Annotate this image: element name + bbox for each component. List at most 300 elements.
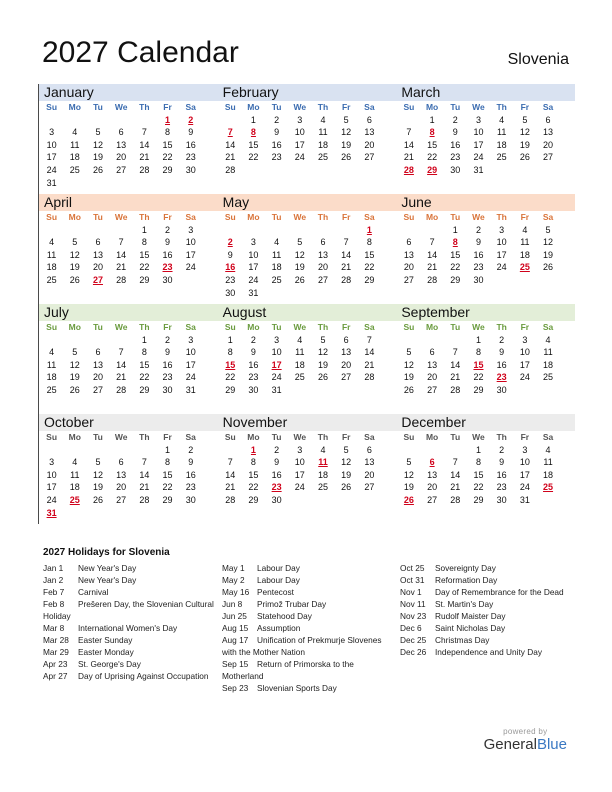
day: 13	[116, 139, 127, 150]
day: 4	[320, 444, 326, 455]
day: 28	[364, 372, 375, 383]
holiday-date: Aug 17	[222, 635, 249, 645]
day: 12	[403, 359, 414, 370]
day: 16	[496, 469, 507, 480]
weekday-label: Sa	[185, 322, 196, 332]
holiday-name: St. Martin's Day	[435, 599, 494, 609]
day: 7	[118, 347, 124, 358]
day: 22	[139, 372, 150, 383]
day: 3	[274, 334, 280, 345]
day: 1	[141, 334, 147, 345]
day: 4	[545, 444, 551, 455]
day: 20	[403, 262, 414, 273]
holiday-date: Mar 28	[43, 635, 69, 645]
day: 3	[188, 334, 194, 345]
weekday-label: Su	[403, 432, 415, 442]
day: 13	[364, 457, 375, 468]
holiday-name: Day of Remembrance for the Dead	[435, 587, 564, 597]
weekday-label: Th	[317, 102, 329, 112]
empty-day	[40, 224, 63, 237]
day: 21	[341, 262, 352, 273]
day: 26	[317, 372, 328, 383]
holiday-item	[43, 634, 218, 646]
day: 5	[95, 127, 101, 138]
month-days	[39, 101, 218, 189]
weekday-label: Tu	[271, 102, 282, 112]
empty-day	[86, 444, 109, 457]
day: 27	[403, 274, 414, 285]
weekday-label: Tu	[450, 212, 461, 222]
month-days	[396, 101, 575, 177]
holiday-item	[222, 610, 397, 622]
month-may	[218, 194, 397, 304]
month-name: September	[396, 304, 575, 321]
day: 3	[250, 237, 256, 248]
holiday-day: 11	[318, 457, 328, 468]
day: 20	[116, 152, 127, 163]
day: 2	[274, 114, 280, 125]
holiday-item	[43, 670, 218, 682]
empty-day	[265, 224, 288, 237]
day: 12	[69, 359, 80, 370]
weekday-label: Sa	[185, 432, 196, 442]
day: 8	[141, 347, 147, 358]
month-days	[218, 321, 397, 397]
day: 30	[271, 494, 282, 505]
weekday-label: Tu	[93, 432, 103, 442]
day: 4	[545, 334, 551, 345]
day: 1	[250, 114, 256, 125]
month-name: October	[39, 414, 218, 431]
empty-day	[86, 114, 109, 127]
day: 15	[473, 469, 484, 480]
weekday-label: Mo	[425, 322, 439, 332]
day: 13	[92, 359, 103, 370]
holiday-date: Jun 25	[222, 611, 247, 621]
day: 26	[519, 152, 530, 163]
day: 21	[364, 359, 375, 370]
day: 22	[364, 262, 375, 273]
day: 6	[320, 237, 326, 248]
weekday-label: Th	[139, 102, 150, 112]
day: 15	[450, 249, 461, 260]
day: 28	[427, 274, 438, 285]
day: 17	[496, 249, 507, 260]
holiday-column-2	[222, 562, 397, 694]
day: 23	[185, 482, 196, 493]
day: 26	[69, 384, 80, 395]
day: 10	[519, 457, 530, 468]
holiday-day: 29	[427, 164, 438, 175]
weekday-label: Fr	[163, 102, 172, 112]
holiday-name: Easter Monday	[78, 647, 134, 657]
day: 1	[475, 444, 481, 455]
day: 5	[406, 457, 412, 468]
empty-day	[397, 114, 420, 127]
day: 30	[450, 164, 461, 175]
brand-logo	[484, 727, 567, 753]
day: 21	[427, 262, 438, 273]
day: 6	[95, 347, 101, 358]
day: 24	[496, 262, 507, 273]
day: 3	[49, 457, 55, 468]
day: 29	[248, 494, 259, 505]
weekday-label: Su	[224, 102, 236, 112]
day: 15	[139, 359, 150, 370]
month-october	[39, 414, 218, 524]
day: 5	[297, 237, 303, 248]
month-days	[396, 321, 575, 397]
weekday-label: Tu	[93, 322, 103, 332]
day: 10	[519, 347, 530, 358]
month-name: April	[39, 194, 218, 211]
weekday-label: Th	[317, 432, 329, 442]
day: 17	[248, 262, 259, 273]
day: 6	[118, 457, 124, 468]
day: 19	[519, 139, 530, 150]
weekday-label: We	[472, 212, 485, 222]
day: 16	[271, 469, 282, 480]
month-days	[396, 431, 575, 507]
month-january	[39, 84, 218, 194]
day: 23	[248, 372, 259, 383]
day: 1	[429, 114, 435, 125]
holiday-item	[400, 562, 575, 574]
empty-day	[63, 224, 86, 237]
month-name: February	[218, 84, 397, 101]
day: 9	[475, 237, 481, 248]
weekday-label: We	[472, 432, 485, 442]
day: 19	[294, 262, 305, 273]
day: 17	[294, 469, 305, 480]
day: 27	[543, 152, 554, 163]
empty-day	[311, 224, 334, 237]
weekday-label: We	[114, 212, 128, 222]
day: 5	[95, 457, 101, 468]
day: 6	[343, 334, 349, 345]
weekday-label: Tu	[450, 102, 461, 112]
weekday-label: Tu	[93, 102, 103, 112]
holiday-item	[222, 586, 397, 598]
day: 13	[92, 249, 103, 260]
day: 11	[295, 347, 305, 358]
holiday-day: 8	[429, 127, 435, 138]
holiday-day: 8	[452, 237, 458, 248]
holiday-date: Feb 8	[43, 599, 65, 609]
day: 18	[317, 139, 328, 150]
day: 21	[116, 372, 127, 383]
day: 28	[139, 164, 150, 175]
day: 7	[452, 457, 458, 468]
day: 2	[452, 114, 458, 125]
holiday-name: Christmas Day	[435, 635, 490, 645]
holiday-day: 16	[225, 262, 236, 273]
holiday-day: 7	[227, 127, 233, 138]
weekday-label: Su	[403, 102, 415, 112]
day: 19	[403, 372, 414, 383]
day: 22	[473, 482, 484, 493]
holiday-item	[222, 562, 397, 574]
day: 14	[225, 139, 236, 150]
day: 17	[519, 359, 530, 370]
empty-day	[86, 334, 109, 347]
day: 7	[406, 127, 412, 138]
weekday-label: Mo	[247, 102, 260, 112]
day: 16	[496, 359, 507, 370]
holiday-item	[400, 586, 575, 598]
holiday-name: International Women's Day	[78, 623, 178, 633]
weekday-label: Fr	[163, 432, 172, 442]
day: 30	[185, 494, 196, 505]
day: 5	[522, 114, 528, 125]
holiday-item	[222, 682, 397, 694]
month-days	[218, 101, 397, 177]
weekday-label: Sa	[542, 322, 554, 332]
weekday-label: Fr	[520, 212, 530, 222]
day: 15	[248, 469, 259, 480]
day: 15	[162, 469, 173, 480]
holiday-name: Prešeren Day, the Slovenian Cultural Holiday	[43, 599, 214, 621]
day: 1	[452, 224, 458, 235]
day: 9	[274, 127, 280, 138]
day: 28	[139, 494, 150, 505]
holiday-item	[400, 622, 575, 634]
holiday-name: Return of Primorska to the Motherland	[222, 659, 354, 681]
day: 24	[519, 372, 530, 383]
day: 31	[248, 287, 259, 298]
weekday-label: Mo	[68, 322, 81, 332]
day: 18	[294, 359, 305, 370]
day: 25	[46, 384, 57, 395]
day: 28	[225, 494, 236, 505]
day: 15	[364, 249, 375, 260]
day: 26	[294, 274, 305, 285]
day: 28	[341, 274, 352, 285]
holiday-item	[400, 574, 575, 586]
holiday-day: 27	[92, 274, 103, 285]
holiday-item	[222, 658, 397, 682]
holiday-date: Jan 2	[43, 575, 64, 585]
weekday-label: Su	[224, 432, 236, 442]
day: 9	[452, 127, 458, 138]
holiday-item	[222, 634, 397, 658]
day: 29	[162, 494, 173, 505]
day: 30	[496, 494, 507, 505]
day: 7	[366, 334, 372, 345]
day: 12	[519, 127, 530, 138]
day: 18	[543, 469, 554, 480]
weekday-label: Th	[496, 322, 507, 332]
day: 8	[475, 347, 481, 358]
holiday-name: Carnival	[78, 587, 109, 597]
holiday-date: Mar 29	[43, 647, 69, 657]
day: 5	[406, 347, 412, 358]
weekday-label: We	[293, 102, 307, 112]
day: 13	[116, 469, 127, 480]
day: 26	[92, 164, 103, 175]
day: 11	[70, 139, 80, 150]
day: 14	[364, 347, 375, 358]
day: 29	[225, 384, 236, 395]
day: 10	[496, 237, 507, 248]
calendar-grid	[38, 84, 575, 524]
day: 8	[475, 457, 481, 468]
day: 8	[165, 457, 171, 468]
day: 18	[46, 372, 57, 383]
month-name: August	[218, 304, 397, 321]
holiday-item	[400, 634, 575, 646]
empty-day	[219, 444, 242, 457]
day: 16	[185, 139, 196, 150]
holiday-day: 23	[162, 262, 173, 273]
weekday-label: We	[114, 102, 128, 112]
holiday-date: Jun 8	[222, 599, 243, 609]
weekday-label: Tu	[271, 322, 282, 332]
empty-day	[421, 224, 444, 237]
day: 19	[341, 139, 352, 150]
empty-day	[335, 224, 358, 237]
holiday-day: 15	[225, 359, 236, 370]
day: 4	[499, 114, 505, 125]
day: 14	[116, 249, 127, 260]
weekday-label: Fr	[163, 212, 172, 222]
weekday-label: Th	[139, 212, 150, 222]
day: 26	[341, 152, 352, 163]
day: 31	[185, 384, 196, 395]
weekday-label: Mo	[425, 432, 439, 442]
holiday-name: Statehood Day	[257, 611, 312, 621]
day: 11	[46, 359, 57, 370]
weekday-label: We	[293, 322, 307, 332]
day: 21	[139, 482, 150, 493]
day: 14	[403, 139, 414, 150]
day: 12	[341, 457, 352, 468]
weekday-label: Tu	[450, 432, 461, 442]
weekday-label: Sa	[185, 102, 196, 112]
day: 29	[162, 164, 173, 175]
holiday-date: Apr 27	[43, 671, 68, 681]
holiday-day: 25	[519, 262, 530, 273]
day: 3	[297, 114, 303, 125]
day: 22	[248, 482, 259, 493]
day: 12	[403, 469, 414, 480]
weekday-label: Sa	[364, 102, 375, 112]
day: 29	[473, 384, 484, 395]
day: 6	[545, 114, 551, 125]
holiday-name: Slovenian Sports Day	[257, 683, 337, 693]
day: 22	[473, 372, 484, 383]
day: 3	[297, 444, 303, 455]
day: 8	[227, 347, 233, 358]
day: 17	[519, 469, 530, 480]
day: 6	[95, 237, 101, 248]
month-name: May	[218, 194, 397, 211]
day: 6	[406, 237, 412, 248]
holiday-item	[222, 598, 397, 610]
day: 11	[520, 237, 530, 248]
month-december	[396, 414, 575, 524]
day: 20	[317, 262, 328, 273]
holiday-item	[43, 574, 218, 586]
day: 19	[543, 249, 554, 260]
day: 2	[165, 224, 171, 235]
holiday-column-1	[43, 562, 218, 682]
holiday-date: Nov 1	[400, 587, 422, 597]
day: 14	[116, 359, 127, 370]
holiday-date: Nov 23	[400, 611, 427, 621]
holiday-date: Dec 26	[400, 647, 427, 657]
holiday-name: St. George's Day	[78, 659, 141, 669]
day: 5	[72, 237, 78, 248]
weekday-label: Su	[403, 212, 415, 222]
holiday-day: 2	[188, 114, 194, 125]
day: 11	[271, 249, 282, 260]
day: 25	[496, 152, 507, 163]
day: 9	[165, 347, 171, 358]
holiday-date: Oct 31	[400, 575, 425, 585]
day: 20	[364, 139, 375, 150]
weekday-label: Th	[496, 212, 507, 222]
holiday-day: 25	[69, 494, 80, 505]
weekday-label: Mo	[68, 212, 81, 222]
day: 28	[450, 384, 461, 395]
day: 23	[450, 152, 461, 163]
day: 20	[92, 262, 103, 273]
day: 14	[225, 469, 236, 480]
day: 31	[473, 164, 484, 175]
day: 27	[116, 164, 127, 175]
day: 18	[46, 262, 57, 273]
day: 2	[188, 444, 194, 455]
holiday-date: Feb 7	[43, 587, 65, 597]
holiday-item	[43, 562, 218, 574]
day: 3	[475, 114, 481, 125]
empty-day	[63, 444, 86, 457]
weekday-label: Sa	[364, 432, 375, 442]
day: 22	[162, 152, 173, 163]
weekday-label: Tu	[271, 212, 282, 222]
day: 12	[294, 249, 305, 260]
day: 12	[69, 249, 80, 260]
day: 18	[496, 139, 507, 150]
day: 26	[341, 482, 352, 493]
day: 31	[46, 177, 57, 188]
day: 5	[545, 224, 551, 235]
day: 22	[450, 262, 461, 273]
empty-day	[63, 334, 86, 347]
holiday-day: 23	[496, 372, 507, 383]
day: 26	[92, 494, 103, 505]
holiday-day: 31	[46, 507, 57, 518]
holiday-name: Independence and Unity Day	[435, 647, 543, 657]
day: 8	[165, 127, 171, 138]
day: 25	[317, 482, 328, 493]
month-september	[396, 304, 575, 414]
day: 20	[116, 482, 127, 493]
holiday-name: Day of Uprising Against Occupation	[78, 671, 209, 681]
day: 25	[46, 274, 57, 285]
empty-day	[444, 334, 467, 347]
holiday-date: May 2	[222, 575, 245, 585]
weekday-label: Fr	[341, 102, 351, 112]
day: 2	[165, 334, 171, 345]
day: 30	[162, 274, 173, 285]
weekday-label: Th	[496, 432, 507, 442]
day: 20	[364, 469, 375, 480]
weekday-label: Su	[46, 432, 58, 442]
weekday-label: Fr	[341, 432, 351, 442]
day: 4	[49, 237, 55, 248]
